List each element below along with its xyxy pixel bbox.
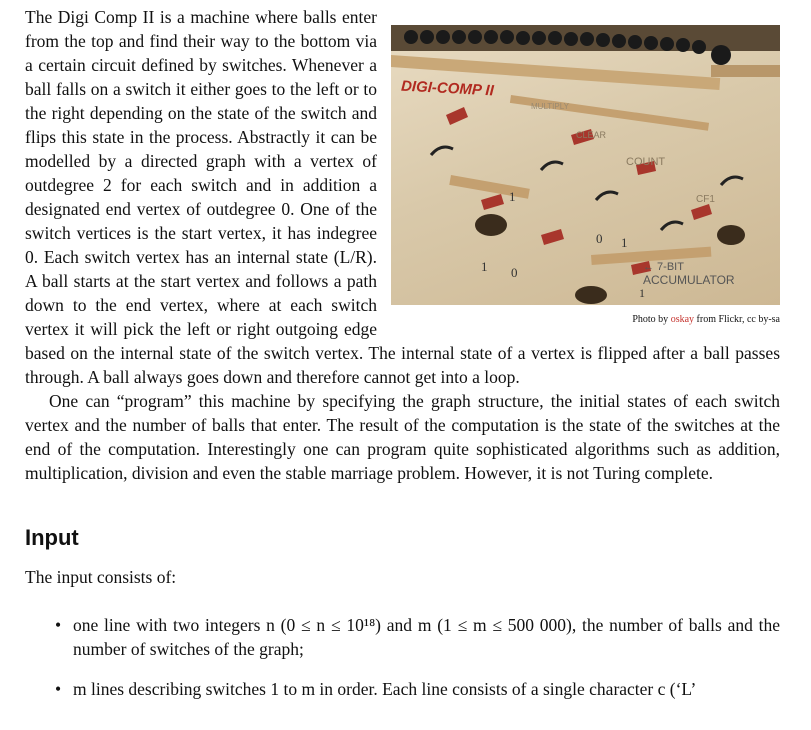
list-item	[25, 677, 780, 701]
board-label-accumulator: ACCUMULATOR	[643, 273, 735, 287]
board-label-count: COUNT	[626, 156, 666, 168]
board-label-multiply: MULTIPLY	[531, 102, 569, 111]
bullet-icon: •	[55, 679, 62, 699]
board-label-cf1: CF1	[696, 194, 715, 205]
figure	[391, 5, 780, 327]
board-digit: 1	[639, 286, 645, 300]
board-digit: 1	[509, 189, 516, 204]
board-digit: 0	[511, 265, 518, 280]
page	[25, 5, 780, 717]
list-item-text: m lines describing switches 1 to m in order. Each line consists of a single character c (‘L’	[73, 679, 697, 699]
bullet-icon: •	[55, 615, 62, 635]
input-heading: Input	[25, 525, 79, 550]
input-intro: The input consists of:	[25, 567, 177, 587]
board-label-bit: ← 7-BIT	[643, 261, 684, 273]
intro-paragraph: The Digi Comp II is a machine where balls enter from the top and find their way to the bottom via a certain circuit defined by switches. Whenever a ball falls on a switch it either goes to the left or to the right depending on the state of the switch and flips this state in the process. Abstractly it can be modelled by a directed graph with a vertex of outdegree 2 for each switch and in addition a designated end vertex of outdegree 0. One of the switch vertices is the start vertex, it has indegree 0. Each switch vertex has an internal state (L/R). A ball starts at the start vertex and follows a path down to the end vertex, where at each switch vertex it will pick the left or right outgoing edge based on the internal state of the switch vertex. The internal state of a vertex is flipped after a ball passes through. A ball always goes down and therefore cannot get into a loop.	[25, 7, 780, 387]
board-label-clear: CLEAR	[576, 130, 607, 140]
board-label-brand: DIGI-COMP II	[400, 77, 495, 100]
caption-author-link[interactable]: oskay	[670, 314, 695, 325]
caption-suffix: from Flickr, cc by-sa	[694, 314, 780, 325]
photo-illustration	[391, 25, 780, 305]
board-digit: 1	[621, 235, 628, 250]
caption-prefix: Photo by	[632, 314, 671, 325]
digi-comp-photo	[391, 25, 780, 305]
board-digit: 1	[481, 259, 488, 274]
list-item	[25, 613, 780, 661]
program-paragraph: One can “program” this machine by specifying the graph structure, the initial states of each switch vertex and the number of balls that enter. The result of the computation is the state of the switches at the end of the computation. Interestingly one can program quite sophisticated algorithms such as addition, multiplication, division and even the stable marriage problem. However, it is not Turing complete.	[25, 391, 780, 483]
photo-caption	[391, 313, 780, 327]
input-list	[25, 613, 780, 701]
board-digit: 0	[596, 231, 603, 246]
list-item-text: one line with two integers n (0 ≤ n ≤ 10¹⁸) and m (1 ≤ m ≤ 500 000), the number of balls and the number of switches of the graph;	[73, 615, 780, 659]
